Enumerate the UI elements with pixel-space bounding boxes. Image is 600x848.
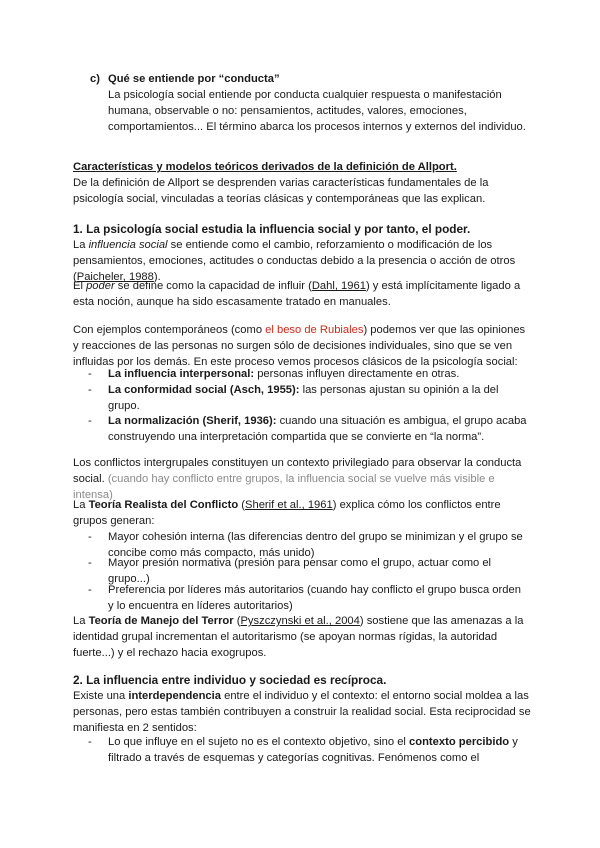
bullet-text: personas influyen directamente en otras. xyxy=(254,368,460,380)
poder-paragraph xyxy=(73,278,533,310)
point2-heading: 2. La influencia entre individuo y sociedad es recíproca. xyxy=(73,673,387,687)
conflictos-paragraph xyxy=(73,455,533,503)
allport-heading: Características y modelos teóricos derivados de la definición de Allport. xyxy=(73,161,457,173)
text: Existe una xyxy=(73,690,129,702)
text: ( xyxy=(233,615,241,627)
allport-intro: De la definición de Allport se desprenden varias características fundamentales de la psicología social, vinculadas a teorías clásicas y contemporáneas que las explican. xyxy=(73,177,489,205)
text: La xyxy=(73,615,89,627)
bullet-dash: - xyxy=(88,368,92,380)
text: ( xyxy=(238,499,246,511)
bullet-text: las personas ajustan su opinión a la del grupo. xyxy=(108,384,499,412)
bullet-dash: - xyxy=(88,531,92,543)
bullet-dash: - xyxy=(88,584,92,596)
bullet-dash: - xyxy=(88,384,92,396)
citation-link[interactable]: Dahl, 1961 xyxy=(311,280,366,292)
terror-paragraph xyxy=(73,613,533,661)
bullet-item xyxy=(108,366,528,382)
citation-link[interactable]: Sherif et al., 1961 xyxy=(245,499,333,511)
section-c-body: La psicología social entiende por conducta cualquier respuesta o manifestación humana, observable o no: pensamientos, actitudes, valores, emociones, comportamientos... El término abarca los procesos internos y externos del individuo. xyxy=(108,89,526,133)
section-c-title: Qué se entiende por “conducta” xyxy=(108,73,280,85)
bullet-item xyxy=(108,734,528,766)
bold-term: interdependencia xyxy=(128,690,221,702)
bullet-item xyxy=(108,413,528,445)
text: . xyxy=(101,473,105,485)
text: ) podemos ver que las opiniones y reacciones de las personas no surgen sólo de decisiones individuales, sino que se ven influidas por los demás. En este proceso vemos procesos clásicos de la psicología social: xyxy=(73,324,526,368)
text: Los conflictos intergrupales constituyen un contexto privilegiado para observar la conducta social xyxy=(73,457,522,485)
text: ) y está implícitamente ligado a esta noción, aunque ha sido escasamente tratado en manuales. xyxy=(73,280,521,308)
text: ) explica cómo los conflictos entre grupos generan: xyxy=(73,499,501,527)
bullet-item xyxy=(108,382,528,414)
citation-link[interactable]: Pyszczynski et al., 2004 xyxy=(240,615,360,627)
bullet-text: cuando una situación es ambigua, el grupo acaba construyendo una interpretación compartida que se convierte en “la norma”. xyxy=(108,415,527,443)
bullet-dash: - xyxy=(88,736,92,748)
highlighted-text: el beso de Rubiales xyxy=(265,324,364,336)
emphasis: influencia social xyxy=(88,239,168,251)
bullet-dash: - xyxy=(88,557,92,569)
text: Con ejemplos contemporáneos (como xyxy=(73,324,266,336)
bullet-bold: La influencia interpersonal: xyxy=(108,368,255,380)
theory-name: Teoría de Manejo del Terror xyxy=(88,615,234,627)
bullet-text: Lo que influye en el sujeto no es el contexto objetivo, sino el xyxy=(108,736,410,748)
bullet-dash: - xyxy=(88,415,92,427)
bullet-item: Preferencia por líderes más autoritarios (cuando hay conflicto el grupo busca orden y lo encuentra en líderes autoritarios) xyxy=(108,584,521,612)
bullet-text: y filtrado a través de esquemas y categorías cognitivas. Fenómenos como el xyxy=(108,736,518,764)
ejemplos-paragraph xyxy=(73,322,533,370)
section-c-label: c) xyxy=(90,73,100,85)
text: entre el individuo y el contexto: el entorno social moldea a las personas, pero estas también contribuyen a construir la realidad social. Esta reciprocidad se manifiesta en 2 sentidos: xyxy=(73,690,531,734)
emphasis: poder xyxy=(86,280,115,292)
citation-link[interactable]: Paicheler, 1988 xyxy=(76,271,154,283)
point1-heading: 1. La psicología social estudia la influencia social y por tanto, el poder. xyxy=(73,222,471,236)
text: La xyxy=(73,499,89,511)
text: El xyxy=(73,280,87,292)
bullet-item: Mayor presión normativa (presión para pensar como el grupo, actuar como el grupo...) xyxy=(108,557,492,585)
text: ). xyxy=(153,271,161,283)
text: se entiende como el cambio, reforzamiento o modificación de los pensamientos, emociones, actitudes o conductas debido a la presencia o acción de otros ( xyxy=(73,239,516,283)
text: ) sostiene que las amenazas a la identidad grupal incrementan el autoritarismo (se apoyan normas rígidas, la autoridad fuerte...) y el rechazo hacia exogrupos. xyxy=(73,615,524,659)
bullet-bold: contexto percibido xyxy=(409,736,510,748)
text: se define como la capacidad de influir ( xyxy=(114,280,312,292)
bullet-item: Mayor cohesión interna (las diferencias dentro del grupo se minimizan y el grupo se concibe como más compacto, más unido) xyxy=(108,531,523,559)
interdependencia-paragraph xyxy=(73,688,533,736)
realista-paragraph xyxy=(73,497,533,529)
text: La xyxy=(73,239,89,251)
bullet-bold: La normalización (Sherif, 1936): xyxy=(108,415,277,427)
theory-name: Teoría Realista del Conflicto xyxy=(88,499,239,511)
gray-note: (cuando hay conflicto entre grupos, la influencia social se vuelve más visible e intensa) xyxy=(73,473,495,501)
bullet-bold: La conformidad social (Asch, 1955): xyxy=(108,384,300,396)
